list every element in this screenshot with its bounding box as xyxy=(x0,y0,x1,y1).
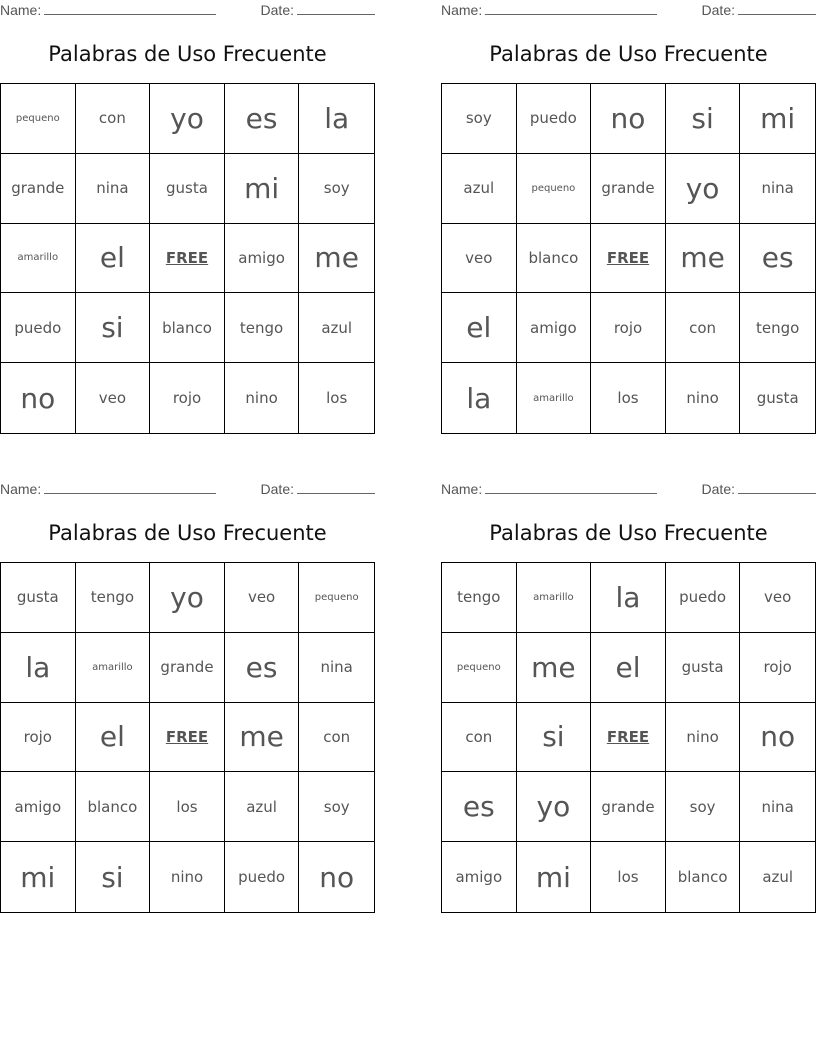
bingo-cell: los xyxy=(591,842,666,912)
bingo-cell: pequeno xyxy=(299,563,374,633)
bingo-cell: los xyxy=(150,772,225,842)
bingo-grid xyxy=(441,562,816,913)
name-field: Name: xyxy=(0,2,216,18)
bingo-cell: soy xyxy=(442,84,517,154)
bingo-cell: puedo xyxy=(225,842,300,912)
bingo-cell: es xyxy=(442,772,517,842)
bingo-cell: si xyxy=(517,703,592,773)
bingo-cell: yo xyxy=(666,154,741,224)
bingo-cell: gusta xyxy=(1,563,76,633)
bingo-cell: con xyxy=(666,293,741,363)
bingo-cell: yo xyxy=(150,84,225,154)
bingo-cell: los xyxy=(591,363,666,433)
bingo-cell: tengo xyxy=(740,293,815,363)
bingo-cell: si xyxy=(666,84,741,154)
bingo-cell: amigo xyxy=(225,224,300,294)
date-field: Date: xyxy=(702,481,816,497)
bingo-cell: nino xyxy=(225,363,300,433)
bingo-cell: no xyxy=(591,84,666,154)
bingo-card-1 xyxy=(0,0,375,435)
free-space: FREE xyxy=(150,224,225,294)
bingo-cell: nino xyxy=(666,703,741,773)
card-title: Palabras de Uso Frecuente xyxy=(489,42,768,66)
bingo-cell: yo xyxy=(517,772,592,842)
bingo-cell: pequeno xyxy=(1,84,76,154)
bingo-cell: amarillo xyxy=(76,633,151,703)
bingo-cell: no xyxy=(740,703,815,773)
bingo-cell: los xyxy=(326,389,348,408)
bingo-cell: azul xyxy=(762,868,794,887)
bingo-cell: si xyxy=(76,842,151,912)
bingo-cell: mi xyxy=(517,842,592,912)
bingo-cell: es xyxy=(225,633,300,703)
bingo-cell: con xyxy=(76,84,151,154)
bingo-card-2 xyxy=(441,0,816,435)
bingo-grid xyxy=(0,562,375,913)
bingo-cell: grande xyxy=(1,154,76,224)
bingo-card-3 xyxy=(0,479,375,914)
bingo-cell: con xyxy=(442,703,517,773)
bingo-cell: no xyxy=(319,860,355,894)
free-space: FREE xyxy=(591,703,666,773)
bingo-cell: nina xyxy=(76,154,151,224)
bingo-cell: me xyxy=(225,703,300,773)
free-space: FREE xyxy=(591,224,666,294)
bingo-cell: mi xyxy=(1,842,76,912)
bingo-grid xyxy=(441,83,816,434)
bingo-cell: amigo xyxy=(442,842,517,912)
bingo-cell: me xyxy=(517,633,592,703)
bingo-cell: la xyxy=(442,363,517,433)
bingo-cell: rojo xyxy=(740,633,815,703)
bingo-grid xyxy=(0,83,375,434)
bingo-cell: puedo xyxy=(666,563,741,633)
card-title: Palabras de Uso Frecuente xyxy=(48,42,327,66)
bingo-cell: la xyxy=(591,563,666,633)
bingo-cell: con xyxy=(299,703,374,773)
bingo-cell: mi xyxy=(740,84,815,154)
bingo-cell: es xyxy=(740,224,815,294)
bingo-cell: blanco xyxy=(517,224,592,294)
bingo-cell: grande xyxy=(591,154,666,224)
bingo-cell: nino xyxy=(666,363,741,433)
bingo-card-4 xyxy=(441,479,816,914)
bingo-cell: pequeno xyxy=(442,633,517,703)
bingo-cell: es xyxy=(225,84,300,154)
bingo-cell: rojo xyxy=(591,293,666,363)
bingo-cell: me xyxy=(299,224,374,294)
name-field: Name: xyxy=(441,2,657,18)
name-field: Name: xyxy=(0,481,216,497)
bingo-cell: azul xyxy=(225,772,300,842)
bingo-cell: rojo xyxy=(150,363,225,433)
bingo-cell: azul xyxy=(299,293,374,363)
bingo-cell: veo xyxy=(442,224,517,294)
bingo-cell: grande xyxy=(591,772,666,842)
bingo-cell: me xyxy=(666,224,741,294)
bingo-cell: puedo xyxy=(1,293,76,363)
bingo-cell: blanco xyxy=(150,293,225,363)
free-space: FREE xyxy=(150,703,225,773)
bingo-cell: el xyxy=(76,224,151,294)
card-title: Palabras de Uso Frecuente xyxy=(48,521,327,545)
bingo-cell: veo xyxy=(740,563,815,633)
bingo-cell: veo xyxy=(225,563,300,633)
bingo-cell: la xyxy=(1,633,76,703)
bingo-cell: grande xyxy=(150,633,225,703)
bingo-cell: amarillo xyxy=(517,563,592,633)
card-title: Palabras de Uso Frecuente xyxy=(489,521,768,545)
bingo-cell: tengo xyxy=(442,563,517,633)
bingo-cell: tengo xyxy=(225,293,300,363)
bingo-cell: soy xyxy=(299,772,374,842)
bingo-cell: el xyxy=(442,293,517,363)
bingo-cell: no xyxy=(1,363,76,433)
bingo-cell: puedo xyxy=(517,84,592,154)
bingo-cell: la xyxy=(299,84,374,154)
bingo-cell: gusta xyxy=(150,154,225,224)
bingo-cell: tengo xyxy=(76,563,151,633)
bingo-cell: mi xyxy=(225,154,300,224)
bingo-cell: si xyxy=(76,293,151,363)
bingo-cell: soy xyxy=(666,772,741,842)
date-field: Date: xyxy=(261,481,375,497)
bingo-cell: amarillo xyxy=(1,224,76,294)
date-field: Date: xyxy=(261,2,375,18)
bingo-cell: rojo xyxy=(1,703,76,773)
bingo-cell: nina xyxy=(740,772,815,842)
date-field: Date: xyxy=(702,2,816,18)
bingo-cell: blanco xyxy=(666,842,741,912)
bingo-cell: veo xyxy=(76,363,151,433)
bingo-cell: pequeno xyxy=(517,154,592,224)
bingo-cell: el xyxy=(76,703,151,773)
bingo-cell: nina xyxy=(299,633,374,703)
bingo-cell: nina xyxy=(740,154,815,224)
name-field: Name: xyxy=(441,481,657,497)
bingo-cell: amigo xyxy=(1,772,76,842)
bingo-cell: azul xyxy=(442,154,517,224)
bingo-cell: el xyxy=(591,633,666,703)
bingo-cell: gusta xyxy=(666,633,741,703)
bingo-cell: soy xyxy=(299,154,374,224)
bingo-cell: amarillo xyxy=(517,363,592,433)
bingo-cell: nino xyxy=(150,842,225,912)
bingo-cell: gusta xyxy=(756,389,799,408)
bingo-cell: blanco xyxy=(76,772,151,842)
bingo-cell: yo xyxy=(150,563,225,633)
bingo-cell: amigo xyxy=(517,293,592,363)
